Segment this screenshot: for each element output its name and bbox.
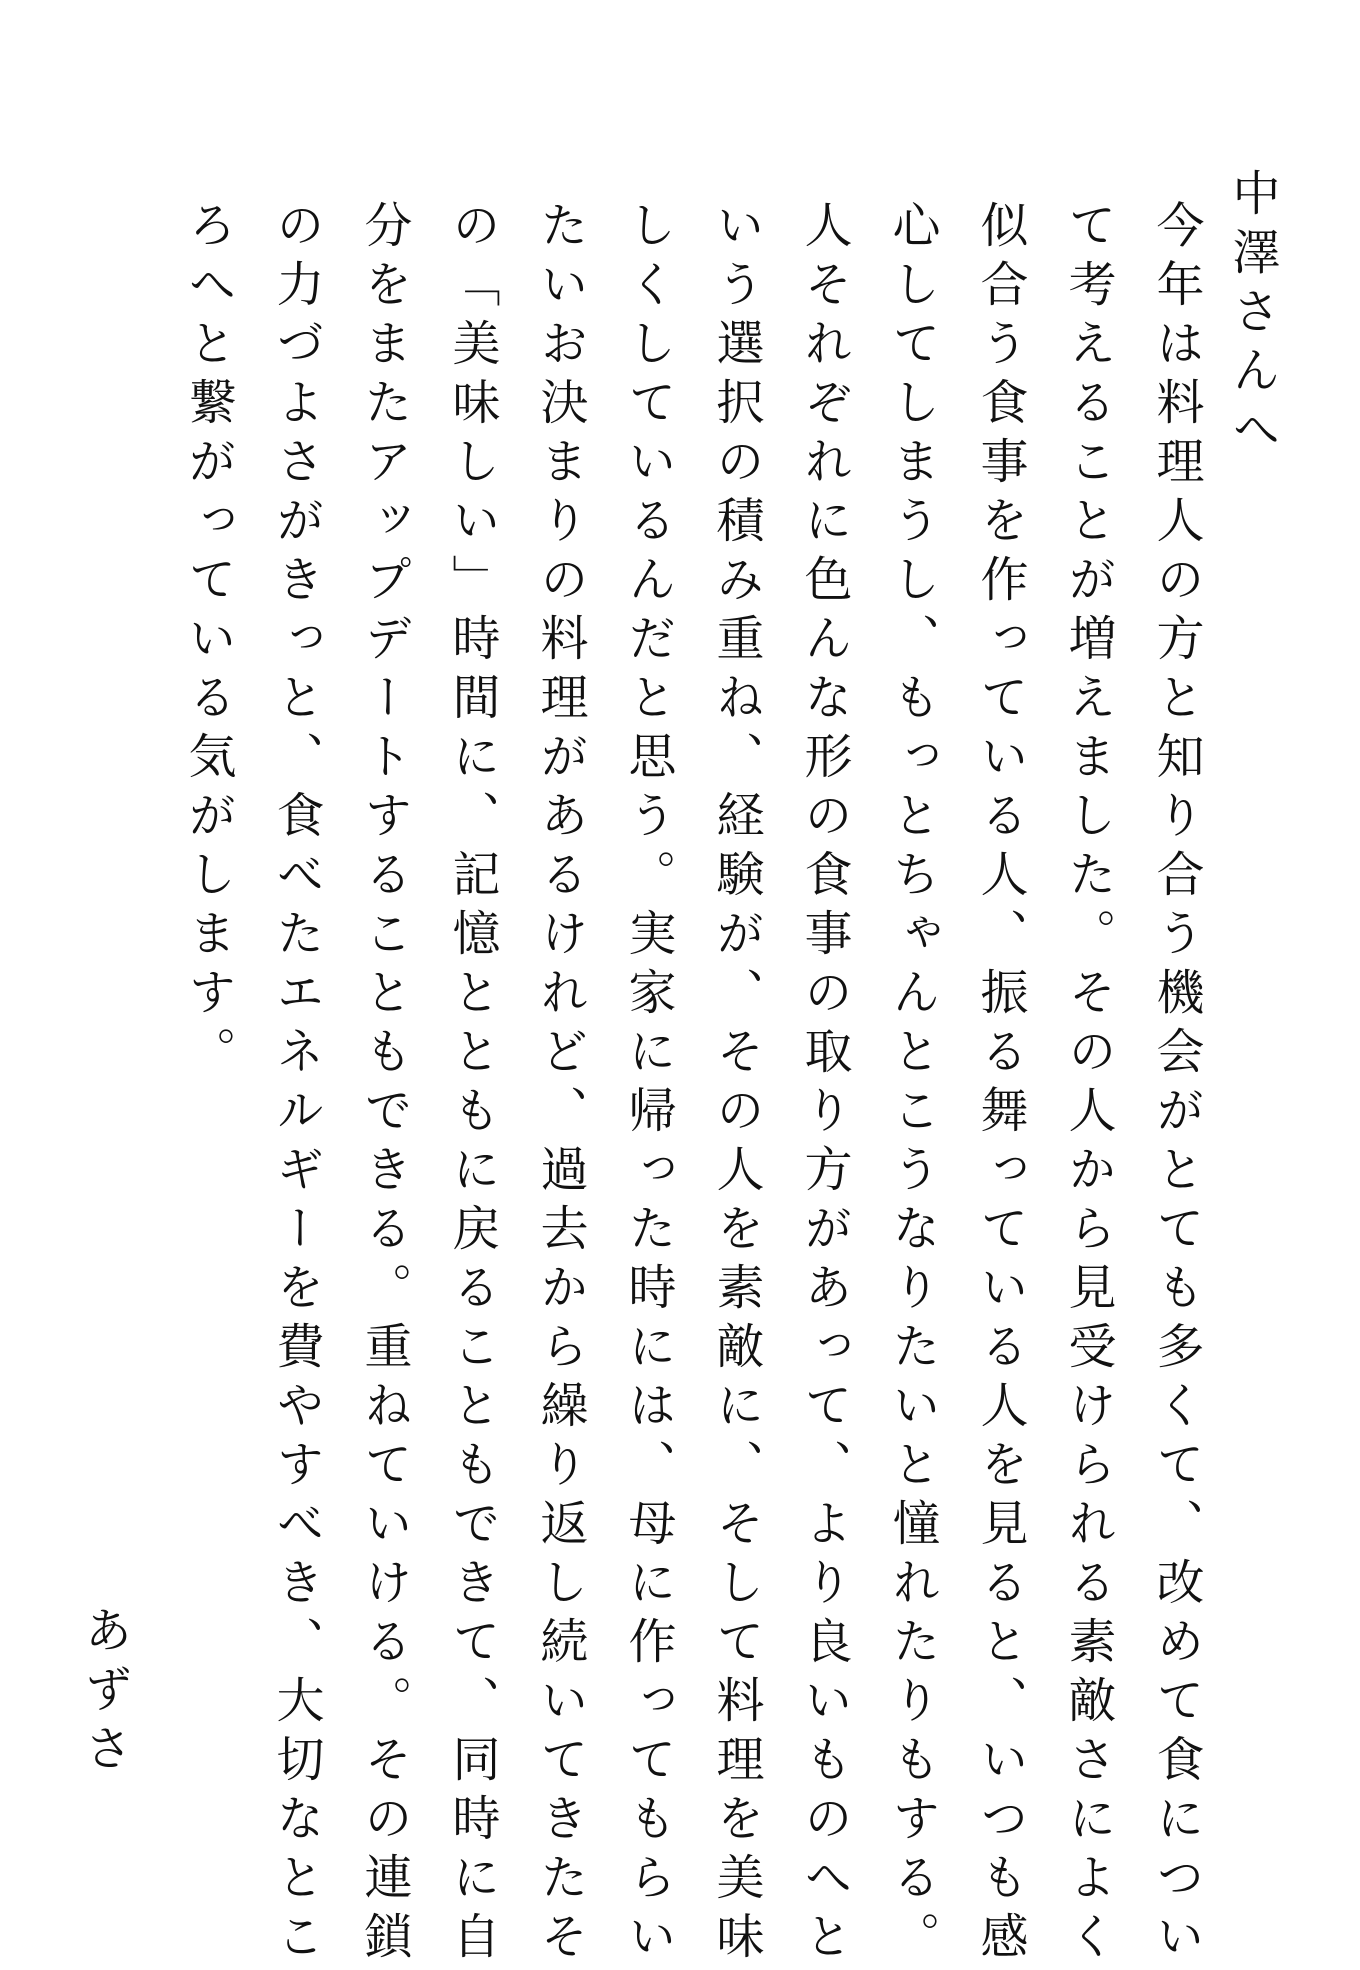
body-line: 人それぞれに色んな形の食事の取り方があって、より良いものへと (796, 200, 852, 1970)
body-line: しくしているんだと思う。実家に帰った時には、母に作ってもらい (620, 200, 676, 1970)
body-line: て考えることが増えました。その人から見受けられる素敵さによく (1060, 200, 1116, 1970)
body-line: 似合う食事を作っている人、振る舞っている人を見ると、いつも感 (972, 200, 1028, 1970)
signature: あずさ (76, 1605, 132, 1782)
body-line: の「美味しい」時間に、記憶とともに戻ることもできて、同時に自 (444, 200, 500, 1970)
body-line: ろへと繋がっている気がします。 (180, 200, 236, 1085)
body-line: たいお決まりの料理があるけれど、過去から繰り返し続いてきたそ (532, 200, 588, 1970)
body-line: 今年は料理人の方と知り合う機会がとても多くて、改めて食につい (1148, 200, 1204, 1970)
body-line: いう選択の積み重ね、経験が、その人を素敵に、そして料理を美味 (708, 200, 764, 1970)
body-line: の力づよさがきっと、食べたエネルギーを費やすべき、大切なとこ (268, 200, 324, 1970)
letter-body (164, 200, 1220, 1970)
body-line: 分をまたアップデートすることもできる。重ねていける。その連鎖 (356, 200, 412, 1970)
recipient-line: 中澤さんへ (1224, 168, 1280, 463)
body-line: 心してしまうし、もっとちゃんとこうなりたいと憧れたりもする。 (884, 200, 940, 1970)
